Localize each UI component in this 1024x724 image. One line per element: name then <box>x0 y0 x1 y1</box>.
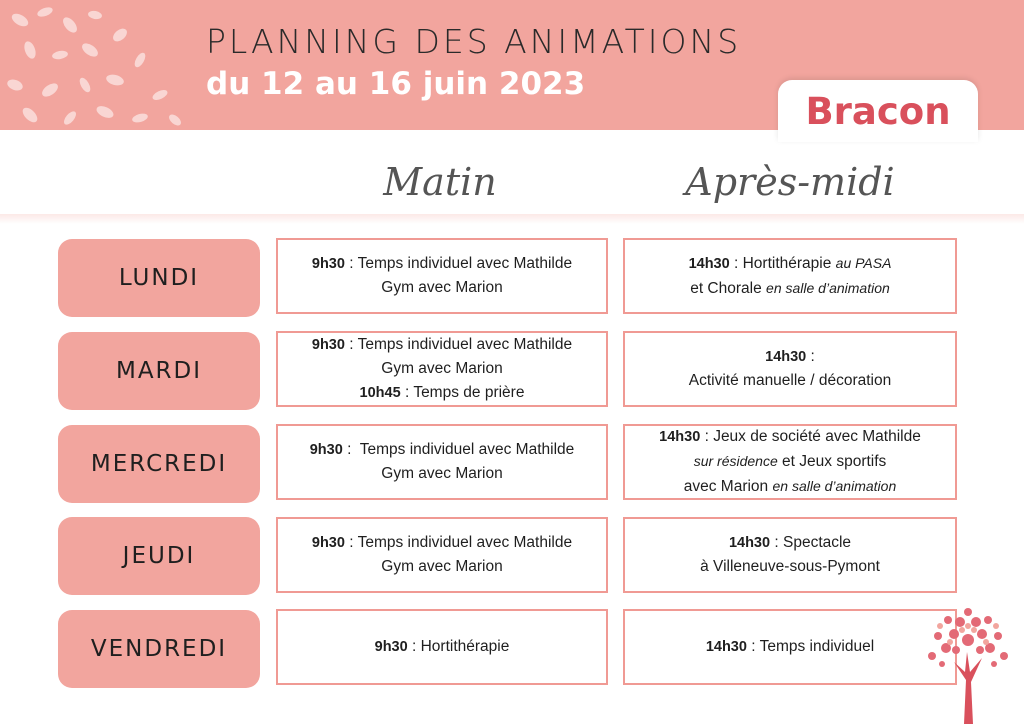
time-separator: : <box>400 384 414 401</box>
afternoon-activity-cell <box>623 331 957 407</box>
schedule-line <box>381 555 502 579</box>
location-note: en salle d’animation <box>766 280 890 296</box>
time-separator: : <box>729 255 743 272</box>
time-label: 9h30 <box>311 535 345 551</box>
time-separator: : <box>344 255 358 272</box>
day-label: LUNDI <box>58 239 260 317</box>
schedule-line <box>690 276 890 301</box>
time-label: 9h30 <box>374 639 408 655</box>
morning-activity-cell <box>276 517 608 593</box>
location-note: en salle d’animation <box>772 478 897 494</box>
time-separator: : <box>407 638 421 655</box>
activity-text: Hortithérapie <box>742 255 836 272</box>
schedule-line <box>312 333 572 357</box>
activity-text: Temps individuel avec Mathilde <box>357 534 573 551</box>
activity-text: Spectacle <box>782 534 852 551</box>
activity-text: Gym avec Marion <box>381 279 503 296</box>
day-label: MARDI <box>58 332 260 410</box>
header-divider <box>0 214 1024 224</box>
morning-column-header: Matin <box>383 160 497 204</box>
time-label: 9h30 <box>311 256 345 272</box>
activity-text: Jeux de société avec Mathilde <box>713 428 921 445</box>
schedule-line <box>360 381 525 405</box>
time-separator: : <box>344 534 358 551</box>
time-separator: : <box>746 638 760 655</box>
time-label: 14h30 <box>765 349 807 365</box>
afternoon-activity-cell <box>623 424 957 500</box>
schedule-line <box>310 438 575 462</box>
schedule-line <box>381 357 502 381</box>
schedule-line <box>312 252 572 276</box>
schedule-line <box>312 531 572 555</box>
activity-text: Temps de prière <box>413 384 525 401</box>
schedule-line <box>689 369 891 393</box>
afternoon-activity-cell <box>623 238 957 314</box>
time-label: 10h45 <box>359 385 401 401</box>
time-separator: : <box>770 534 783 551</box>
morning-activity-cell <box>276 424 608 500</box>
activity-text: Temps individuel avec Mathilde <box>357 336 573 353</box>
time-label: 14h30 <box>688 256 730 272</box>
afternoon-activity-cell <box>623 517 957 593</box>
activity-text: Temps individuel avec Mathilde <box>359 441 575 458</box>
leaf-pattern-decoration <box>0 0 200 130</box>
activity-text: Gym avec Marion <box>381 558 503 575</box>
schedule-line <box>765 345 815 369</box>
time-separator: : <box>700 428 714 445</box>
schedule-line <box>689 251 892 276</box>
time-label: 14h30 <box>728 535 771 551</box>
page-title: PLANNING DES ANIMATIONS <box>206 22 742 61</box>
schedule-line <box>729 531 851 555</box>
activity-text: avec Marion <box>683 478 773 495</box>
activity-text: Gym avec Marion <box>381 360 503 377</box>
time-separator: : <box>344 336 358 353</box>
day-label: JEUDI <box>58 517 260 595</box>
morning-activity-cell <box>276 238 608 314</box>
schedule-line <box>381 276 502 300</box>
time-label: 9h30 <box>309 442 343 458</box>
activity-text: Temps individuel avec Mathilde <box>357 255 573 272</box>
schedule-line <box>684 474 896 499</box>
schedule-line <box>700 555 880 579</box>
time-label: 14h30 <box>705 639 747 655</box>
morning-activity-cell <box>276 331 608 407</box>
activity-text: Temps individuel <box>759 638 875 655</box>
activity-text: et Chorale <box>690 280 767 297</box>
time-label: 14h30 <box>659 429 701 445</box>
time-separator: : <box>806 348 815 365</box>
activity-text: Gym avec Marion <box>381 465 503 482</box>
tree-icon <box>918 600 1018 724</box>
activity-text: et Jeux sportifs <box>777 453 887 470</box>
activity-text: Hortithérapie <box>420 638 510 655</box>
schedule-line <box>694 449 887 474</box>
time-separator: : <box>342 441 360 458</box>
time-label: 9h30 <box>311 337 345 353</box>
day-label: VENDREDI <box>58 610 260 688</box>
schedule-line <box>706 635 874 659</box>
activity-text: à Villeneuve-sous-Pymont <box>700 558 880 575</box>
schedule-line <box>381 462 502 486</box>
morning-activity-cell <box>276 609 608 685</box>
schedule-line <box>375 635 510 659</box>
afternoon-activity-cell <box>623 609 957 685</box>
day-label: MERCREDI <box>58 425 260 503</box>
activity-text: Activité manuelle / décoration <box>688 372 892 389</box>
site-name: Bracon <box>805 89 951 133</box>
afternoon-column-header: Après-midi <box>685 160 895 204</box>
site-tab <box>778 80 978 142</box>
location-note: au PASA <box>835 255 892 271</box>
date-range: du 12 au 16 juin 2023 <box>206 66 586 102</box>
location-note: sur résidence <box>693 453 778 469</box>
schedule-line <box>659 425 921 449</box>
